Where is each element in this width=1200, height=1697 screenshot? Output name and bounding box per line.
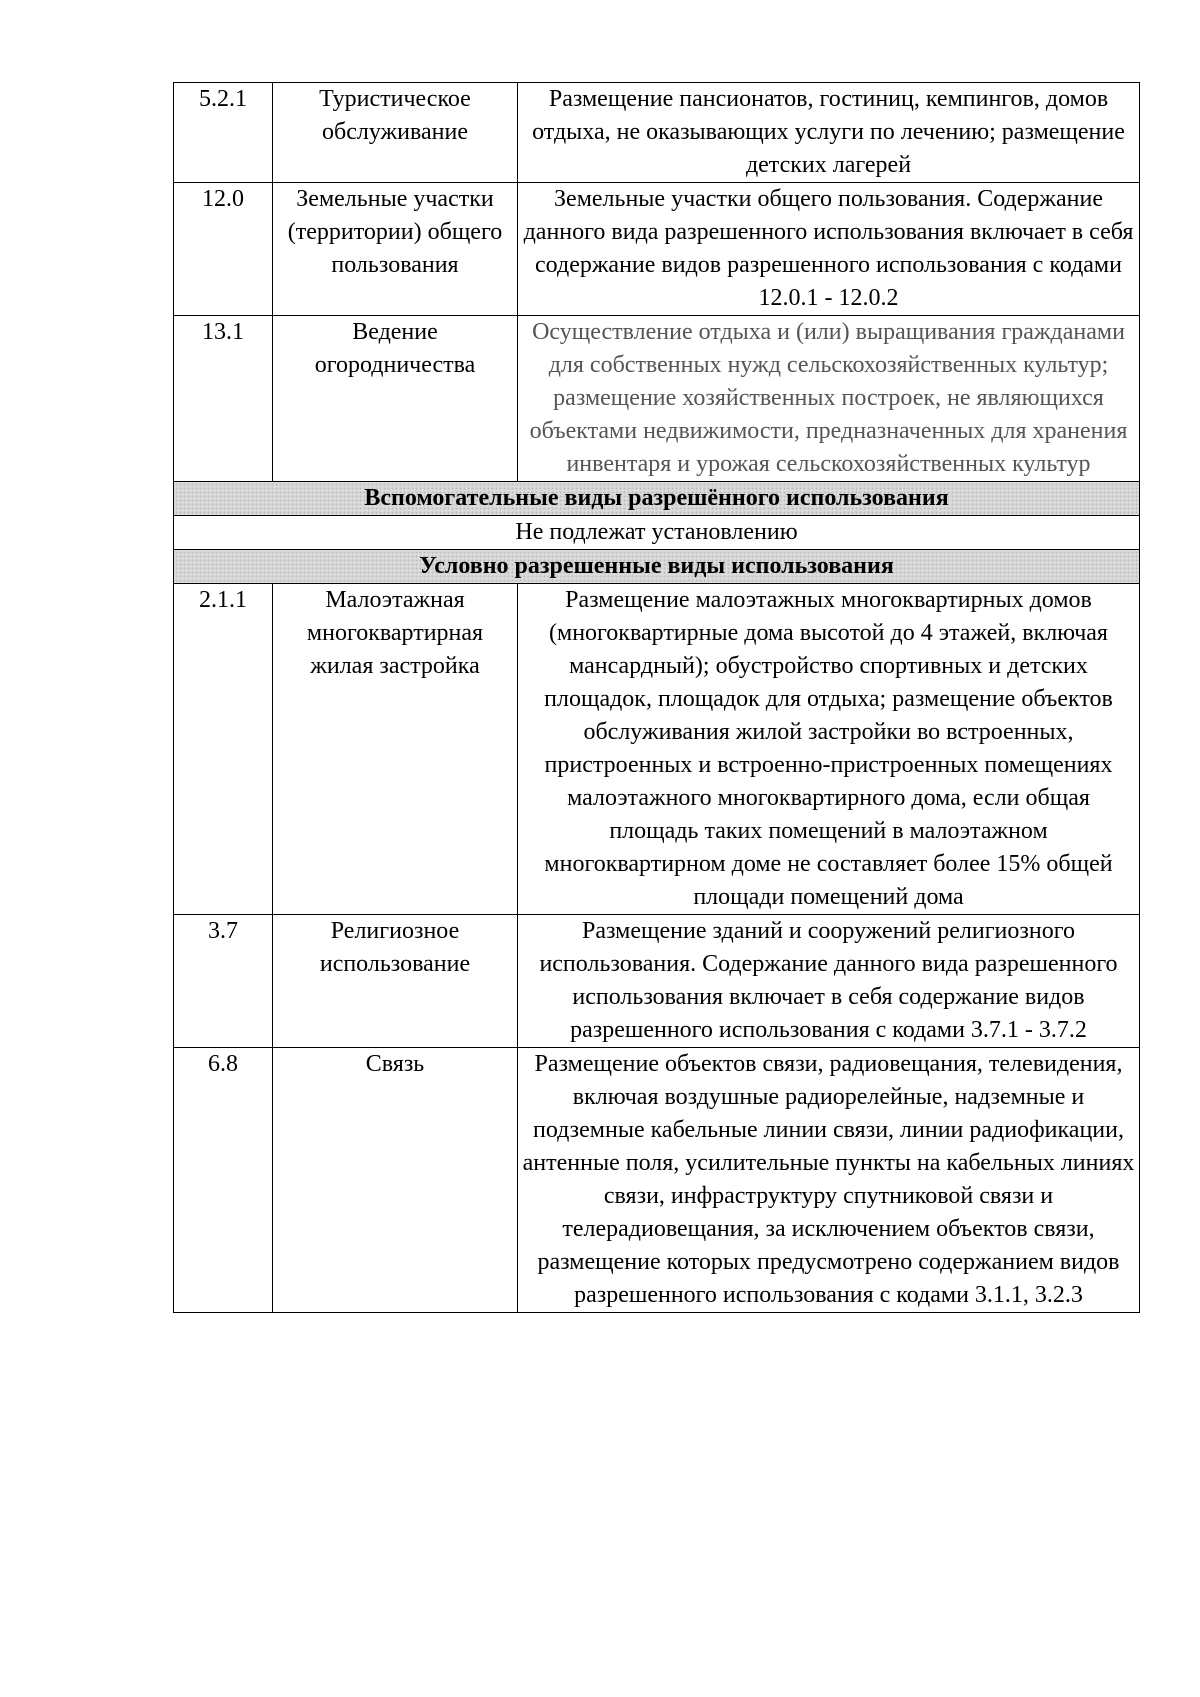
use-description: Земельные участки общего пользования. Содержание данного вида разрешенного использования включает в себя содержание видов разрешенного использования с кодами 12.0.1 - 12.0.2	[518, 183, 1140, 316]
use-description: Размещение малоэтажных многоквартирных домов (многоквартирные дома высотой до 4 этажей, включая мансардный); обустройство спортивных и детских площадок, площадок для отдыха; размещение объектов обслуживания жилой застройки во встроенных, пристроенных и встроенно-пристроенных помещениях малоэтажного многоквартирного дома, если общая площадь таких помещений в малоэтажном многоквартирном доме не составляет более 15% общей площади помещений дома	[518, 584, 1140, 915]
use-code: 2.1.1	[174, 584, 273, 915]
use-code: 6.8	[174, 1048, 273, 1313]
conditional-uses-header: Условно разрешенные виды использования	[174, 550, 1140, 584]
use-name: Туристическое обслуживание	[273, 83, 518, 183]
table-row	[174, 316, 1140, 482]
auxiliary-uses-header: Вспомогательные виды разрешённого использования	[174, 482, 1140, 516]
table-row	[174, 584, 1140, 915]
use-code: 12.0	[174, 183, 273, 316]
use-description: Размещение пансионатов, гостиниц, кемпингов, домов отдыха, не оказывающих услуги по лечению; размещение детских лагерей	[518, 83, 1140, 183]
section-row	[174, 550, 1140, 584]
land-use-table	[173, 82, 1140, 1313]
use-name: Ведение огородничества	[273, 316, 518, 482]
use-name: Земельные участки (территории) общего пользования	[273, 183, 518, 316]
use-description: Размещение зданий и сооружений религиозного использования. Содержание данного вида разрешенного использования включает в себя содержание видов разрешенного использования с кодами 3.7.1 - 3.7.2	[518, 915, 1140, 1048]
use-name: Малоэтажная многоквартирная жилая застройка	[273, 584, 518, 915]
note-row	[174, 516, 1140, 550]
use-code: 5.2.1	[174, 83, 273, 183]
use-description: Осуществление отдыха и (или) выращивания гражданами для собственных нужд сельскохозяйственных культур; размещение хозяйственных построек, не являющихся объектами недвижимости, предназначенных для хранения инвентаря и урожая сельскохозяйственных культур	[518, 316, 1140, 482]
auxiliary-uses-note: Не подлежат установлению	[174, 516, 1140, 550]
section-row	[174, 482, 1140, 516]
table-row	[174, 83, 1140, 183]
use-name: Религиозное использование	[273, 915, 518, 1048]
table-row	[174, 183, 1140, 316]
table-row	[174, 915, 1140, 1048]
use-code: 3.7	[174, 915, 273, 1048]
table-row	[174, 1048, 1140, 1313]
use-name: Связь	[273, 1048, 518, 1313]
use-code: 13.1	[174, 316, 273, 482]
use-description: Размещение объектов связи, радиовещания, телевидения, включая воздушные радиорелейные, надземные и подземные кабельные линии связи, линии радиофикации, антенные поля, усилительные пункты на кабельных линиях связи, инфраструктуру спутниковой связи и телерадиовещания, за исключением объектов связи, размещение которых предусмотрено содержанием видов разрешенного использования с кодами 3.1.1, 3.2.3	[518, 1048, 1140, 1313]
